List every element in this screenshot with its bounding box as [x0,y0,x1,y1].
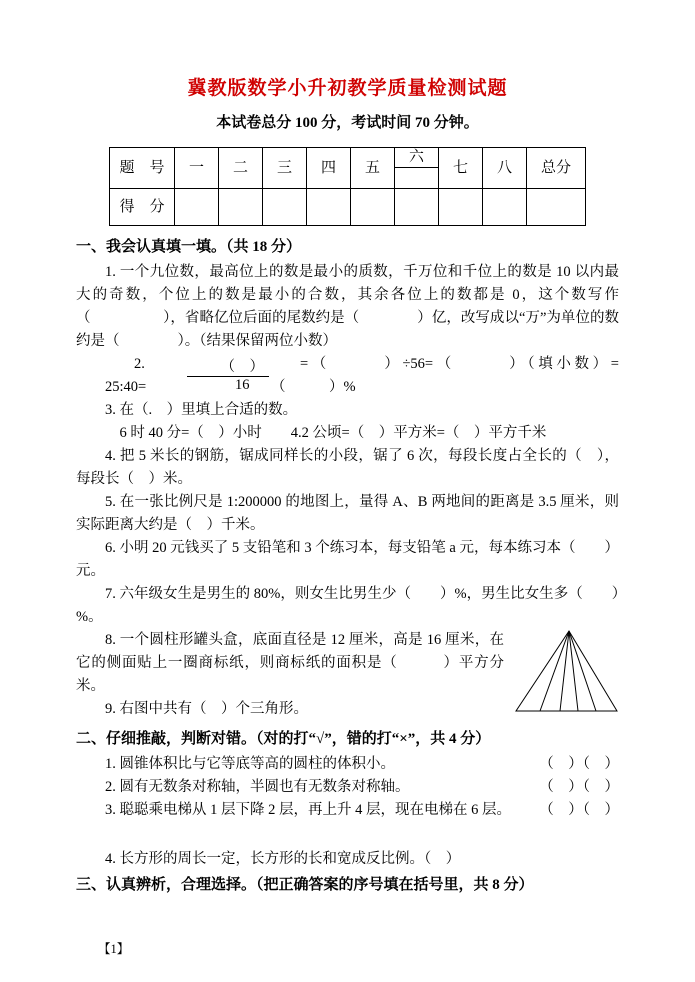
question-8: 8. 一个圆柱形罐头盒，底面直径是 12 厘米，高是 16 厘米，在它的侧面贴上一圈商标纸，则商标纸的面积是（ ）平方分米。 [76,632,504,694]
col-header-5: 五 [351,148,395,189]
section-3-heading: 三、认真辨析，合理选择。（把正确答案的序号填在括号里，共 8 分） [76,877,534,893]
col-header-3: 三 [263,148,307,189]
score-cell-3 [263,189,307,226]
answer-blanks: （ ）（ ） [539,756,619,772]
col-header-1: 一 [175,148,219,189]
score-cell-8 [483,189,527,226]
question-4: 4. 把 5 米长的钢筋，锯成同样长的小段，锯了 6 次，每段长度占全长的（ ），每段长（ ）米。 [76,448,619,487]
score-cell-7 [439,189,483,226]
judgement-item-text: 3. 聪聪乘电梯从 1 层下降 2 层，再上升 4 层，现在电梯在 6 层。 [105,802,511,818]
question-3-sub: 6 时 40 分=（ ）小时 4.2 公顷=（ ）平方米=（ ）平方千米 [119,425,547,441]
judgement-item-text: 1. 圆锥体积比与它等底等高的圆柱的体积小。 [105,756,395,772]
judgement-item-2 [76,776,619,799]
judgement-item-text: 2. 圆有无数条对称轴，半圆也有无数条对称轴。 [105,779,410,795]
score-label: 得 分 [110,189,175,226]
question-number-label: 题 号 [110,148,175,189]
question-2-suffix: =（ ）÷56=（ ）（填小数）=（ ）% [271,356,619,395]
judgement-item-3 [76,799,619,822]
col-header-2: 二 [219,148,263,189]
col-header-8: 八 [483,148,527,189]
judgement-item-1 [76,753,619,776]
question-3: 3. 在（. ）里填上合适的数。 [105,402,298,418]
col-header-6-label: 六 [395,148,438,168]
triangle-figure [514,629,619,714]
answer-blanks: （ ）（ ） [539,802,619,818]
score-cell-5 [351,189,395,226]
fraction-numerator: （ ） [187,359,270,377]
col-header-6 [395,148,439,189]
question-6: 6. 小明 20 元钱买了 5 支铅笔和 3 个练习本，每支铅笔 a 元，每本练习本（ ）元。 [76,540,619,579]
section-1-heading: 一、我会认真填一填。（共 18 分） [76,239,302,255]
section-2-heading: 二、仔细推敲，判断对错。（对的打“√”，错的打“×”，共 4 分） [76,731,491,747]
score-cell-1 [175,189,219,226]
page-title: 冀教版数学小升初教学质量检测试题 [187,78,508,99]
exam-instructions: 本试卷总分 100 分，考试时间 70 分钟。 [216,115,479,131]
score-cell-total [527,189,586,226]
fraction-denominator: 16 [235,376,250,393]
fraction [187,359,270,394]
judgement-item-4: 4. 长方形的周长一定，长方形的长和宽成反比例。（ ） [105,851,461,867]
question-2-prefix: 2. 25:40= [105,356,147,395]
col-header-7: 七 [439,148,483,189]
col-header-total: 总分 [527,148,586,189]
score-table-score-row [110,189,586,226]
col-header-6-subcell [395,168,438,188]
page-number: 【1】 [98,942,130,956]
question-9: 9. 右图中共有（ ）个三角形。 [105,701,308,717]
score-table [109,147,586,226]
score-cell-6 [395,189,439,226]
question-5: 5. 在一张比例尺是 1:200000 的地图上，量得 A、B 两地间的距离是 3.5 厘米，则实际距离大约是（ ）千米。 [76,494,619,533]
score-table-header-row [110,148,586,189]
question-1: 1. 一个九位数，最高位上的数是最小的质数，千万位和千位上的数是 10 以内最大的奇数，个位上的数是最小的合数，其余各位上的数都是 0，这个数写作（ ），省略亿位后面的尾数约是（ ）亿，改写成以“万”为单位的数约是（ ）。（结果保留两位小数） [76,264,619,349]
question-2 [76,353,619,399]
col-header-4: 四 [307,148,351,189]
score-cell-2 [219,189,263,226]
answer-blanks: （ ）（ ） [539,779,619,795]
question-8-9-block [76,629,619,721]
score-cell-4 [307,189,351,226]
question-7: 7. 六年级女生是男生的 80%，则女生比男生少（ ）%，男生比女生多（ ）%。 [76,586,619,625]
